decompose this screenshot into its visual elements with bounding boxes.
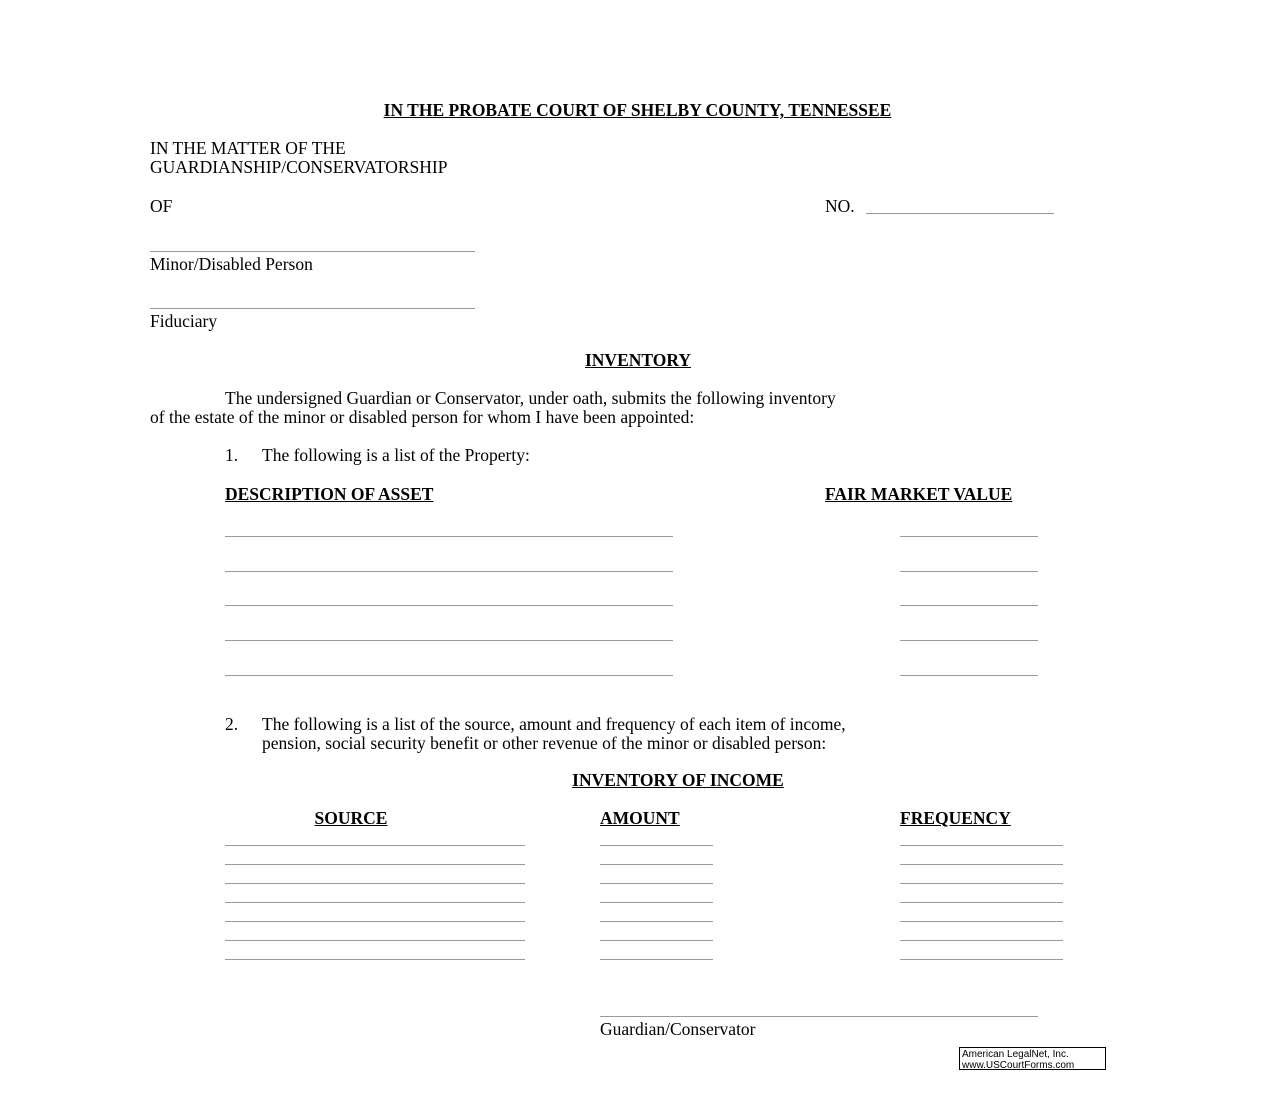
- fiduciary-name-field[interactable]: [150, 308, 475, 309]
- asset-description-field[interactable]: [225, 605, 673, 606]
- signature-field[interactable]: [600, 1016, 1038, 1017]
- case-number-label: NO.: [825, 196, 855, 216]
- income-source-field[interactable]: [225, 864, 525, 865]
- income-amount-field[interactable]: [600, 902, 713, 903]
- income-amount-field[interactable]: [600, 959, 713, 960]
- publisher-url: www.USCourtForms.com: [962, 1060, 1075, 1071]
- col-amount-header: AMOUNT: [600, 808, 680, 828]
- income-title: INVENTORY OF INCOME: [572, 770, 784, 790]
- col-description-header: DESCRIPTION OF ASSET: [225, 484, 434, 504]
- income-source-field[interactable]: [225, 959, 525, 960]
- section-1-text: The following is a list of the Property:: [262, 445, 530, 465]
- section-1-number: 1.: [225, 445, 239, 465]
- asset-value-field[interactable]: [900, 536, 1038, 537]
- section-2-text-line-1: The following is a list of the source, amount and frequency of each item of income,: [262, 714, 846, 734]
- asset-value-field[interactable]: [900, 675, 1038, 676]
- signature-label: Guardian/Conservator: [600, 1019, 756, 1039]
- income-amount-field[interactable]: [600, 921, 713, 922]
- asset-description-field[interactable]: [225, 536, 673, 537]
- income-amount-field[interactable]: [600, 940, 713, 941]
- of-label: OF: [150, 196, 173, 216]
- income-frequency-field[interactable]: [900, 940, 1063, 941]
- asset-value-field[interactable]: [900, 605, 1038, 606]
- col-value-header: FAIR MARKET VALUE: [825, 484, 1013, 504]
- income-source-field[interactable]: [225, 883, 525, 884]
- inventory-title: INVENTORY: [584, 350, 692, 370]
- fiduciary-label: Fiduciary: [150, 311, 218, 331]
- intro-line-2: of the estate of the minor or disabled person for whom I have been appointed:: [150, 407, 695, 427]
- income-frequency-field[interactable]: [900, 864, 1063, 865]
- col-source-header: SOURCE: [314, 808, 388, 828]
- income-frequency-field[interactable]: [900, 902, 1063, 903]
- publisher-badge: [959, 1047, 1106, 1070]
- income-source-field[interactable]: [225, 940, 525, 941]
- matter-line-2: GUARDIANSHIP/CONSERVATORSHIP: [150, 157, 448, 177]
- publisher-name: American LegalNet, Inc.: [962, 1049, 1069, 1060]
- income-source-field[interactable]: [225, 845, 525, 846]
- income-source-field[interactable]: [225, 902, 525, 903]
- intro-line-1: The undersigned Guardian or Conservator, under oath, submits the following inventory: [225, 388, 836, 408]
- section-2-number: 2.: [225, 714, 239, 734]
- minor-label: Minor/Disabled Person: [150, 254, 313, 274]
- income-frequency-field[interactable]: [900, 959, 1063, 960]
- income-amount-field[interactable]: [600, 864, 713, 865]
- income-source-field[interactable]: [225, 921, 525, 922]
- income-frequency-field[interactable]: [900, 845, 1063, 846]
- matter-line-1: IN THE MATTER OF THE: [150, 138, 346, 158]
- income-amount-field[interactable]: [600, 883, 713, 884]
- asset-description-field[interactable]: [225, 571, 673, 572]
- income-frequency-field[interactable]: [900, 883, 1063, 884]
- case-number-field[interactable]: [866, 213, 1054, 214]
- asset-value-field[interactable]: [900, 571, 1038, 572]
- income-frequency-field[interactable]: [900, 921, 1063, 922]
- court-title: IN THE PROBATE COURT OF SHELBY COUNTY, TENNESSEE: [383, 100, 892, 120]
- asset-description-field[interactable]: [225, 675, 673, 676]
- asset-value-field[interactable]: [900, 640, 1038, 641]
- section-2-text-line-2: pension, social security benefit or other revenue of the minor or disabled person:: [262, 733, 827, 753]
- asset-description-field[interactable]: [225, 640, 673, 641]
- minor-name-field[interactable]: [150, 251, 475, 252]
- income-amount-field[interactable]: [600, 845, 713, 846]
- col-frequency-header: FREQUENCY: [900, 808, 1011, 828]
